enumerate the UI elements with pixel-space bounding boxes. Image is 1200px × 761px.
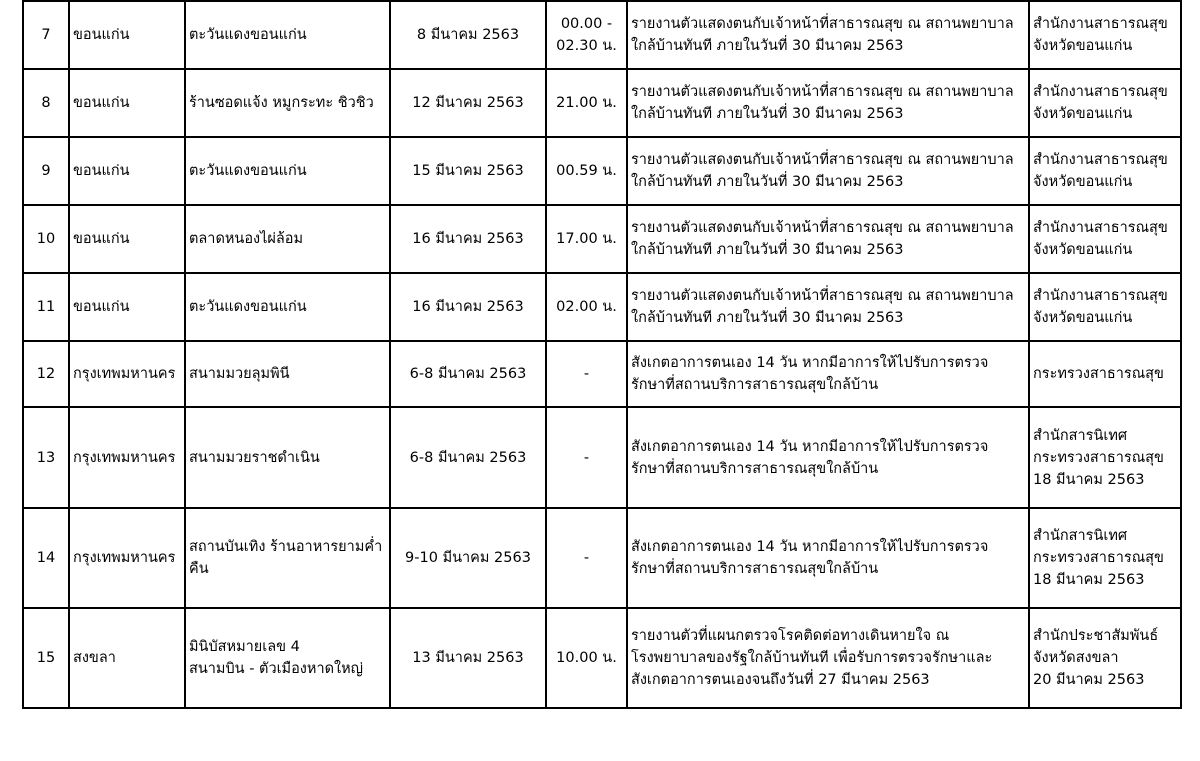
cell-source <box>1029 69 1181 137</box>
cell-place-line: สนามบิน - ตัวเมืองหาดใหญ่ <box>189 661 363 677</box>
cell-province: ขอนแก่น <box>69 273 185 341</box>
cell-source <box>1029 137 1181 205</box>
cell-place-line: มินิบัสหมายเลข 4 <box>189 639 300 655</box>
cell-place <box>185 273 390 341</box>
cell-number: 10 <box>23 205 69 273</box>
cell-source-line: 18 มีนาคม 2563 <box>1033 471 1145 488</box>
cell-number: 9 <box>23 137 69 205</box>
cell-province: สงขลา <box>69 608 185 708</box>
cell-action <box>627 341 1029 407</box>
cell-source <box>1029 1 1181 69</box>
cell-date: 15 มีนาคม 2563 <box>390 137 546 205</box>
cell-place-line: ตะวันแดงขอนแก่น <box>189 299 307 315</box>
cell-time <box>546 1 627 69</box>
cell-time <box>546 69 627 137</box>
cell-time-line: 02.00 น. <box>556 299 617 315</box>
cell-date: 13 มีนาคม 2563 <box>390 608 546 708</box>
cell-action-line: รักษาที่สถานบริการสาธารณสุขใกล้บ้าน <box>631 561 879 577</box>
cell-time <box>546 273 627 341</box>
cell-source-line: จังหวัดสงขลา <box>1033 650 1119 666</box>
table-row <box>23 69 1181 137</box>
cell-source-line: สำนักสารนิเทศ <box>1033 528 1128 544</box>
cell-province: กรุงเทพมหานคร <box>69 407 185 508</box>
table-body <box>23 1 1181 708</box>
cell-time-line: - <box>583 449 590 466</box>
cell-source-line: 20 มีนาคม 2563 <box>1033 672 1145 688</box>
cell-time-line: 00.00 - <box>560 16 613 32</box>
cell-date: 12 มีนาคม 2563 <box>390 69 546 137</box>
cell-source-line: สำนักประชาสัมพันธ์ <box>1033 628 1159 644</box>
cell-place-line: สนามมวยลุมพินี <box>189 366 290 382</box>
cell-source-line: สำนักงานสาธารณสุข <box>1033 84 1168 100</box>
cell-source <box>1029 508 1181 608</box>
cell-place <box>185 407 390 508</box>
cell-action <box>627 608 1029 708</box>
cell-source-line: สำนักงานสาธารณสุข <box>1033 152 1168 168</box>
cell-source-line: สำนักงานสาธารณสุข <box>1033 220 1168 236</box>
cell-action-line: รายงานตัวแสดงตนกับเจ้าหน้าที่สาธารณสุข ณ สถานพยาบาล <box>631 220 1014 236</box>
cell-place <box>185 205 390 273</box>
cell-number: 7 <box>23 1 69 69</box>
cell-action <box>627 273 1029 341</box>
cell-province: ขอนแก่น <box>69 1 185 69</box>
cell-number: 13 <box>23 407 69 508</box>
cell-time-line: 10.00 น. <box>556 650 617 666</box>
cell-number: 8 <box>23 69 69 137</box>
cell-date: 8 มีนาคม 2563 <box>390 1 546 69</box>
cell-date: 6-8 มีนาคม 2563 <box>390 407 546 508</box>
cell-source <box>1029 205 1181 273</box>
cell-place <box>185 69 390 137</box>
cell-action-line: สังเกตอาการตนเอง 14 วัน หากมีอาการให้ไปรับการตรวจ <box>631 438 989 455</box>
cell-time <box>546 608 627 708</box>
cell-action-line: ใกล้บ้านทันที ภายในวันที่ 30 มีนาคม 2563 <box>631 174 904 190</box>
cell-place-line: คืน <box>189 561 209 577</box>
cell-source-line: จังหวัดขอนแก่น <box>1033 310 1133 326</box>
cell-time <box>546 508 627 608</box>
table-row <box>23 341 1181 407</box>
cell-action <box>627 69 1029 137</box>
cell-place-line: สนามมวยราชดำเนิน <box>189 449 320 466</box>
cell-action-line: รายงานตัวแสดงตนกับเจ้าหน้าที่สาธารณสุข ณ สถานพยาบาล <box>631 288 1014 304</box>
cell-number: 15 <box>23 608 69 708</box>
cell-source-line: กระทรวงสาธารณสุข <box>1033 366 1164 382</box>
risk-locations-table <box>22 0 1182 709</box>
cell-action-line: รักษาที่สถานบริการสาธารณสุขใกล้บ้าน <box>631 377 879 393</box>
cell-action-line: ใกล้บ้านทันที ภายในวันที่ 30 มีนาคม 2563 <box>631 38 904 54</box>
cell-time-line: 00.59 น. <box>556 163 617 179</box>
table-row <box>23 137 1181 205</box>
cell-time-line: 21.00 น. <box>556 95 617 111</box>
cell-place-line: ตะวันแดงขอนแก่น <box>189 27 307 43</box>
cell-action <box>627 508 1029 608</box>
cell-source <box>1029 608 1181 708</box>
cell-action-line: รายงานตัวแสดงตนกับเจ้าหน้าที่สาธารณสุข ณ สถานพยาบาล <box>631 84 1014 100</box>
cell-place <box>185 137 390 205</box>
cell-number: 11 <box>23 273 69 341</box>
table-row <box>23 1 1181 69</box>
cell-action-line: รายงานตัวที่แผนกตรวจโรคติดต่อทางเดินหายใจ ณ <box>631 628 950 644</box>
cell-action-line: รักษาที่สถานบริการสาธารณสุขใกล้บ้าน <box>631 460 879 477</box>
cell-action-line: ใกล้บ้านทันที ภายในวันที่ 30 มีนาคม 2563 <box>631 310 904 326</box>
cell-time-line: - <box>583 366 590 382</box>
cell-source <box>1029 273 1181 341</box>
cell-action <box>627 1 1029 69</box>
cell-place <box>185 508 390 608</box>
cell-action-line: ใกล้บ้านทันที ภายในวันที่ 30 มีนาคม 2563 <box>631 242 904 258</box>
cell-action-line: รายงานตัวแสดงตนกับเจ้าหน้าที่สาธารณสุข ณ สถานพยาบาล <box>631 152 1014 168</box>
cell-date: 16 มีนาคม 2563 <box>390 273 546 341</box>
cell-source-line: สำนักสารนิเทศ <box>1033 427 1128 444</box>
cell-time <box>546 407 627 508</box>
table-row <box>23 205 1181 273</box>
cell-place <box>185 608 390 708</box>
cell-action-line: สังเกตอาการตนเองจนถึงวันที่ 27 มีนาคม 2563 <box>631 672 930 688</box>
cell-time <box>546 137 627 205</box>
cell-action-line: รายงานตัวแสดงตนกับเจ้าหน้าที่สาธารณสุข ณ สถานพยาบาล <box>631 16 1014 32</box>
cell-date: 6-8 มีนาคม 2563 <box>390 341 546 407</box>
cell-action-line: โรงพยาบาลของรัฐใกล้บ้านทันที เพื่อรับการตรวจรักษาและ <box>631 650 993 666</box>
cell-source <box>1029 407 1181 508</box>
cell-time-line: - <box>583 550 590 566</box>
cell-time <box>546 341 627 407</box>
cell-place <box>185 1 390 69</box>
cell-province: กรุงเทพมหานคร <box>69 508 185 608</box>
cell-place-line: ร้านซอดแจ้ง หมูกระทะ ชิวชิว <box>189 95 374 111</box>
table-row <box>23 608 1181 708</box>
cell-source-line: สำนักงานสาธารณสุข <box>1033 16 1168 32</box>
cell-place-line: ตะวันแดงขอนแก่น <box>189 163 307 179</box>
cell-time-line: 17.00 น. <box>556 231 617 247</box>
table-row <box>23 508 1181 608</box>
cell-source <box>1029 341 1181 407</box>
cell-number: 12 <box>23 341 69 407</box>
cell-place <box>185 341 390 407</box>
cell-action <box>627 205 1029 273</box>
cell-province: กรุงเทพมหานคร <box>69 341 185 407</box>
cell-source-line: จังหวัดขอนแก่น <box>1033 174 1133 190</box>
cell-source-line: สำนักงานสาธารณสุข <box>1033 288 1168 304</box>
cell-province: ขอนแก่น <box>69 69 185 137</box>
cell-action-line: ใกล้บ้านทันที ภายในวันที่ 30 มีนาคม 2563 <box>631 106 904 122</box>
table-row <box>23 273 1181 341</box>
cell-number: 14 <box>23 508 69 608</box>
cell-action-line: สังเกตอาการตนเอง 14 วัน หากมีอาการให้ไปรับการตรวจ <box>631 355 989 371</box>
cell-action <box>627 137 1029 205</box>
cell-province: ขอนแก่น <box>69 205 185 273</box>
cell-province: ขอนแก่น <box>69 137 185 205</box>
cell-source-line: จังหวัดขอนแก่น <box>1033 242 1133 258</box>
cell-action <box>627 407 1029 508</box>
cell-time <box>546 205 627 273</box>
table-row <box>23 407 1181 508</box>
cell-place-line: ตลาดหนองไผ่ล้อม <box>189 231 304 247</box>
cell-source-line: จังหวัดขอนแก่น <box>1033 38 1133 54</box>
cell-time-line: 02.30 น. <box>556 38 617 54</box>
cell-date: 9-10 มีนาคม 2563 <box>390 508 546 608</box>
cell-date: 16 มีนาคม 2563 <box>390 205 546 273</box>
cell-source-line: 18 มีนาคม 2563 <box>1033 572 1145 588</box>
cell-place-line: สถานบันเทิง ร้านอาหารยามค่ำ <box>189 539 383 555</box>
cell-source-line: จังหวัดขอนแก่น <box>1033 106 1133 122</box>
cell-source-line: กระทรวงสาธารณสุข <box>1033 550 1164 566</box>
cell-action-line: สังเกตอาการตนเอง 14 วัน หากมีอาการให้ไปรับการตรวจ <box>631 539 989 555</box>
cell-source-line: กระทรวงสาธารณสุข <box>1033 449 1164 466</box>
